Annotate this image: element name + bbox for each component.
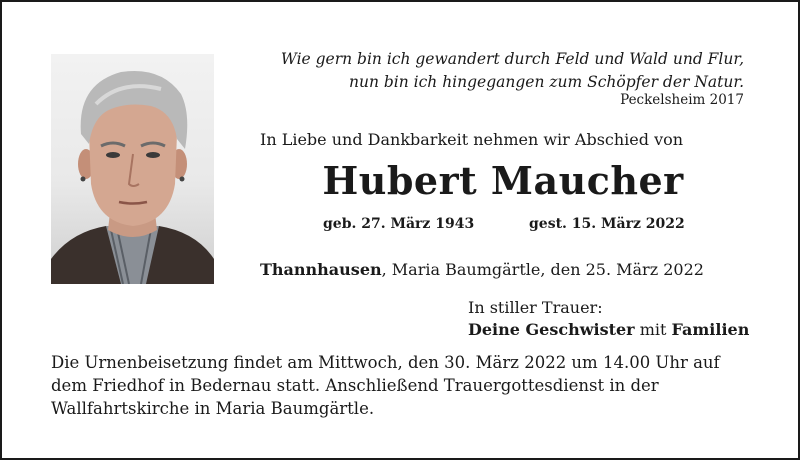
place-and-date (260, 260, 704, 279)
town-name: Thannhausen (260, 260, 382, 279)
poem-line: Wie gern bin ich gewandert durch Feld und Wald und Flur, (280, 50, 744, 68)
mourning-heading: In stiller Trauer: (468, 298, 603, 317)
place-date-text: , Maria Baumgärtle, den 25. März 2022 (381, 260, 704, 279)
poem (262, 48, 744, 94)
death-date: gest. 15. März 2022 (529, 216, 685, 232)
mourners-families: Familien (671, 320, 750, 339)
portrait-photo (51, 54, 214, 284)
birth-date: geb. 27. März 1943 (323, 216, 475, 232)
mourners-group: Deine Geschwister (468, 320, 635, 339)
farewell-intro: In Liebe und Dankbarkeit nehmen wir Abschied von (260, 130, 684, 149)
deceased-name: Hubert Maucher (322, 158, 684, 203)
poem-line: nun bin ich hingegangen zum Schöpfer der Natur. (348, 73, 744, 91)
notice-line: dem Friedhof in Bedernau statt. Anschließend Trauergottesdienst in der (51, 376, 659, 395)
notice-line: Die Urnenbeisetzung findet am Mittwoch, den 30. März 2022 um 14.00 Uhr auf (51, 353, 720, 372)
mourners-connector: mit (634, 320, 672, 339)
mourners-signature (468, 320, 749, 339)
notice-line: Wallfahrtskirche in Maria Baumgärtle. (51, 399, 375, 418)
poem-source: Peckelsheim 2017 (620, 92, 744, 108)
funeral-notice (51, 351, 751, 420)
